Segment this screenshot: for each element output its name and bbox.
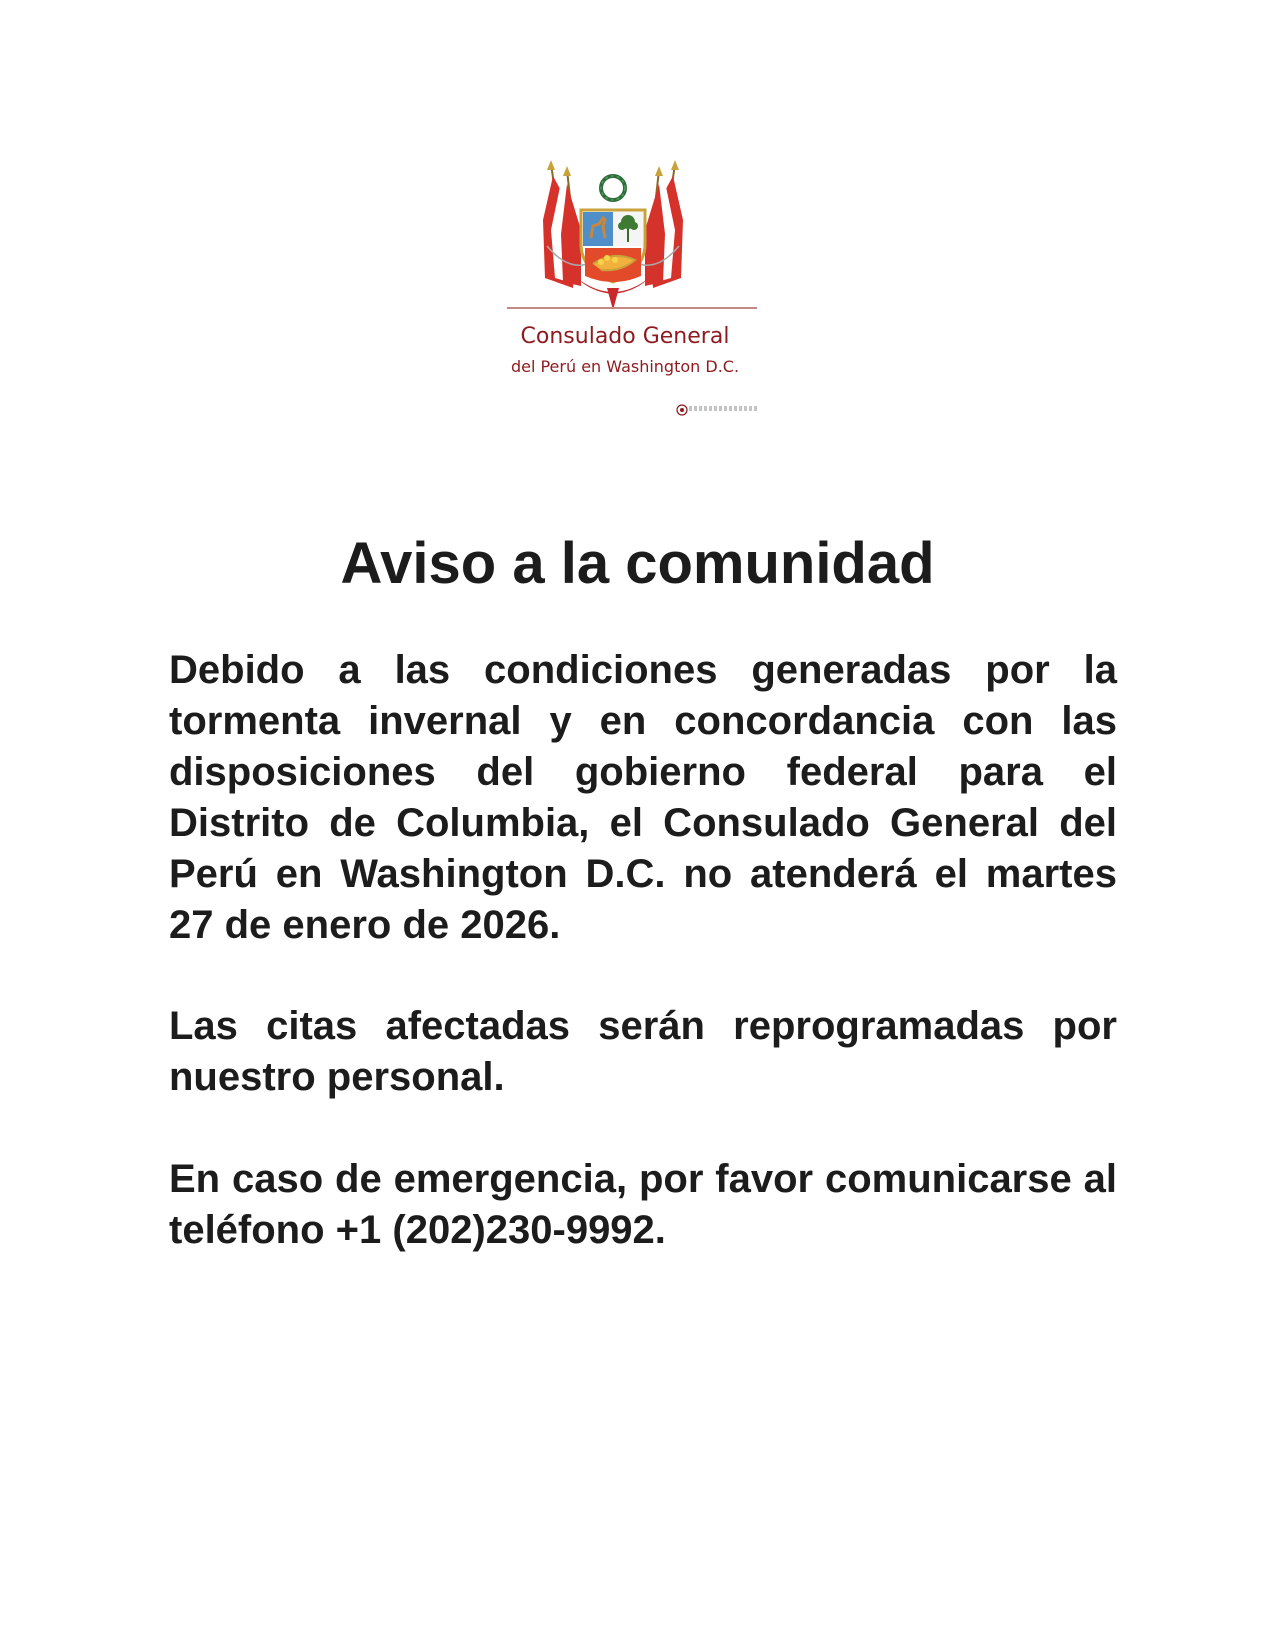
ministry-seal-icon <box>676 403 688 415</box>
ministry-fine-print <box>689 406 759 411</box>
peru-coat-of-arms-icon <box>537 160 689 312</box>
notice-paragraph-emergency: En caso de emergencia, por favor comunicarse al teléfono +1 (202)230-9992. <box>169 1157 1117 1252</box>
letterhead <box>480 150 770 420</box>
organization-subtitle: del Perú en Washington D.C. <box>510 357 740 376</box>
organization-name: Consulado General <box>520 324 730 349</box>
notice-title: Aviso a la comunidad <box>340 531 935 596</box>
notice-paragraph-closure: Debido a las condiciones generadas por la tormenta invernal y en concordancia con las disposiciones del gobierno federal para el Distrito de Columbia, el Consulado General del Perú en Washington D.C. no atenderá el martes 27 de enero de 2026. <box>169 648 1117 947</box>
letterhead-divider <box>507 307 757 309</box>
notice-paragraph-appointments: Las citas afectadas serán reprogramadas por nuestro personal. <box>169 1004 1117 1099</box>
